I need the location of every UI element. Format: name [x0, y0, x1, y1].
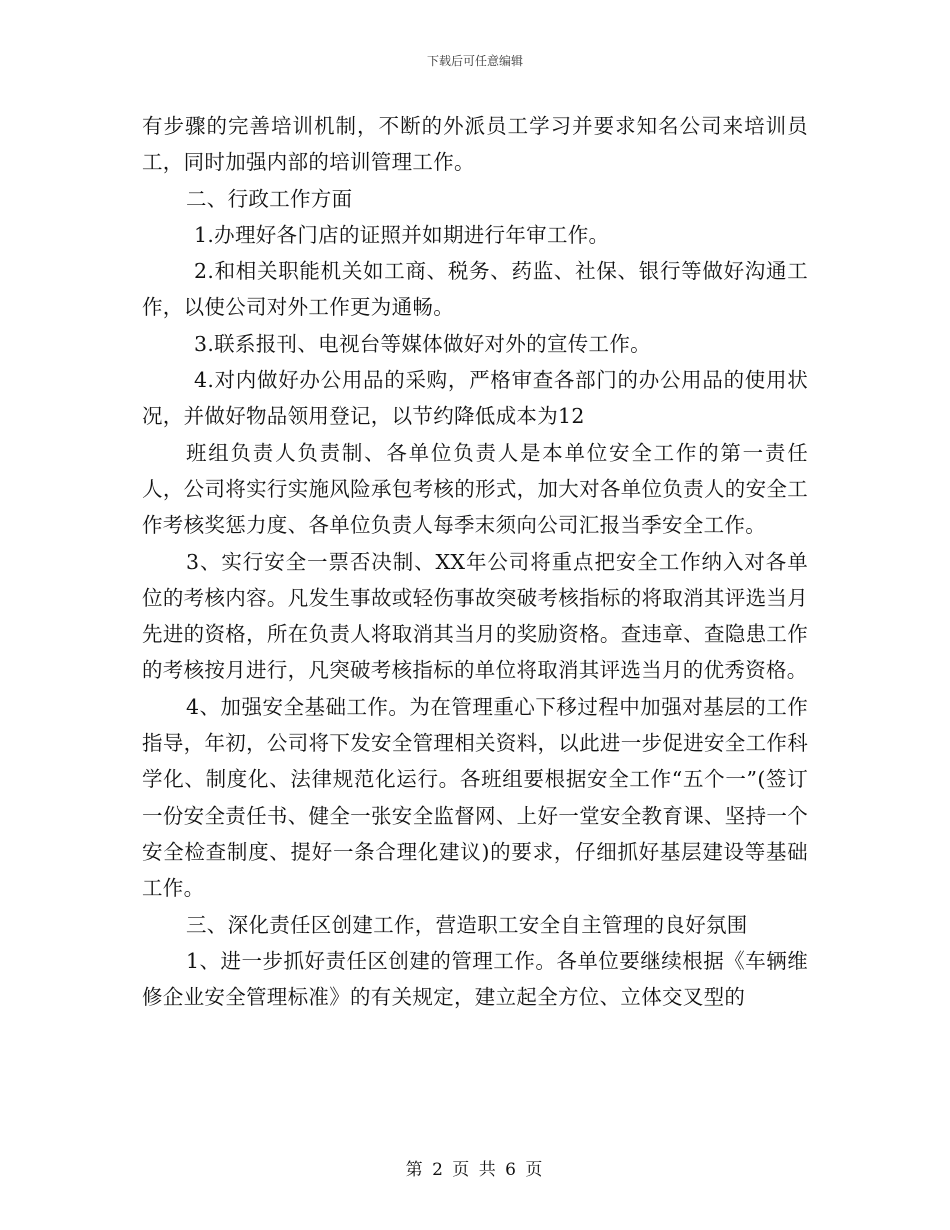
page-header: 下载后可任意编辑: [426, 54, 523, 68]
paragraph-item-1: 1.办理好各门店的证照并如期进行年审工作。: [194, 222, 610, 247]
paragraph-item-4: 4.对内做好办公用品的采购，严格审查各部门的办公用品的使用状况，并做好物品领用登记，以节约降低成本为12: [142, 368, 808, 429]
body-text: [142, 108, 808, 1015]
paragraph-item-2: 2.和相关职能机关如工商、税务、药监、社保、银行等做好沟通工作，以使公司对外工作更为通畅。: [142, 259, 808, 320]
paragraph-zone-management: 1、进一步抓好责任区创建的管理工作。各单位要继续根据《车辆维修企业安全管理标准》的有关规定，建立起全方位、立体交叉型的: [142, 948, 808, 1010]
page-footer: 第 2 页 共 6 页: [405, 1160, 545, 1180]
paragraph-responsibility: 班组负责人负责制、各单位负责人是本单位安全工作的第一责任人，公司将实行实施风险承包考核的形式，加大对各单位负责人的安全工作考核奖惩力度、各单位负责人每季末须向公司汇报当季安全工作。: [142, 440, 808, 538]
paragraph-continuation: 有步骤的完善培训机制，不断的外派员工学习并要求知名公司来培训员工，同时加强内部的培训管理工作。: [142, 114, 808, 175]
paragraph-item-3: 3.联系报刊、电视台等媒体做好对外的宣传工作。: [194, 331, 651, 356]
section-heading-responsibility-zone: 三、深化责任区创建工作，营造职工安全自主管理的良好氛围: [186, 912, 748, 937]
section-heading-admin: 二、行政工作方面: [186, 186, 353, 211]
paragraph-veto-system: 3、实行安全一票否决制、XX年公司将重点把安全工作纳入对各单位的考核内容。凡发生事故或轻伤事故突破考核指标的将取消其评选当月先进的资格，所在负责人将取消其当月的奖励资格。查违章、查隐患工作的考核按月进行，凡突破考核指标的单位将取消其评选当月的优秀资格。: [142, 549, 808, 683]
paragraph-safety-basics: 4、加强安全基础工作。为在管理重心下移过程中加强对基层的工作指导，年初，公司将下发安全管理相关资料，以此进一步促进安全工作科学化、制度化、法律规范化运行。各班组要根据安全工作“五个一”(签订一份安全责任书、健全一张安全监督网、上好一堂安全教育课、坚持一个安全检查制度、提好一条合理化建议)的要求，仔细抓好基层建设等基础工作。: [142, 694, 808, 901]
